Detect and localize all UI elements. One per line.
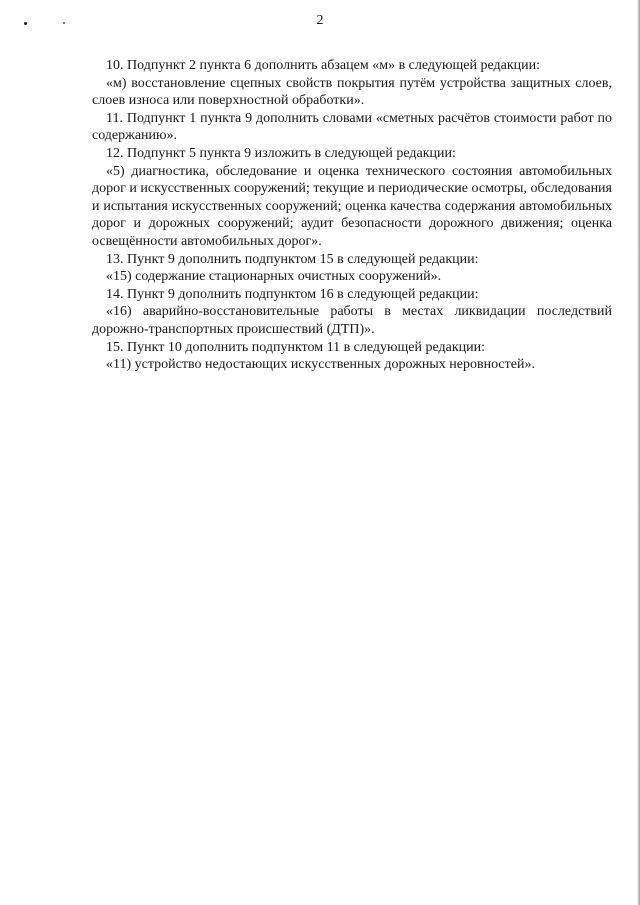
paragraph-subitem-16: «16) аварийно-восстановительные работы в местах ликвидации последствий дорожно-транспортных происшествий (ДТП)». — [92, 304, 612, 337]
paragraph-subitem-15: «15) содержание стационарных очистных сооружений». — [106, 269, 442, 285]
paragraph-item-13: 13. Пункт 9 дополнить подпунктом 15 в следующей редакции: — [106, 251, 479, 267]
page-number: 2 — [316, 13, 324, 28]
document-body — [92, 57, 612, 374]
paragraph-item-15: 15. Пункт 10 дополнить подпунктом 11 в следующей редакции: — [106, 339, 486, 355]
paragraph-item-14: 14. Пункт 9 дополнить подпунктом 16 в следующей редакции: — [106, 286, 479, 302]
paragraph-item-10: 10. Подпункт 2 пункта 6 дополнить абзацем «м» в следующей редакции: — [106, 58, 541, 73]
paragraph-subitem-5: «5) диагностика, обследование и оценка технического состояния автомобильных дорог и искусственных сооружений; текущие и периодические осмотры, обследования и испытания искусственных сооружений; оценка качества содержания автомобильных дорог и дорожных сооружений; аудит безопасности дорожного движения; оценка освещённости автомобильных дорог». — [92, 163, 612, 249]
paragraph-subitem-11: «11) устройство недостающих искусственных дорожных неровностей». — [106, 357, 535, 373]
paragraph-subitem-m: «м) восстановление сцепных свойств покрытия путём устройства защитных слоев, слоев износа или поверхностной обработки». — [92, 75, 612, 109]
paragraph-item-12: 12. Подпункт 5 пункта 9 изложить в следующей редакции: — [106, 145, 456, 161]
paragraph-item-11: 11. Подпункт 1 пункта 9 дополнить словами «сметных расчётов стоимости работ по содержанию». — [92, 110, 612, 144]
